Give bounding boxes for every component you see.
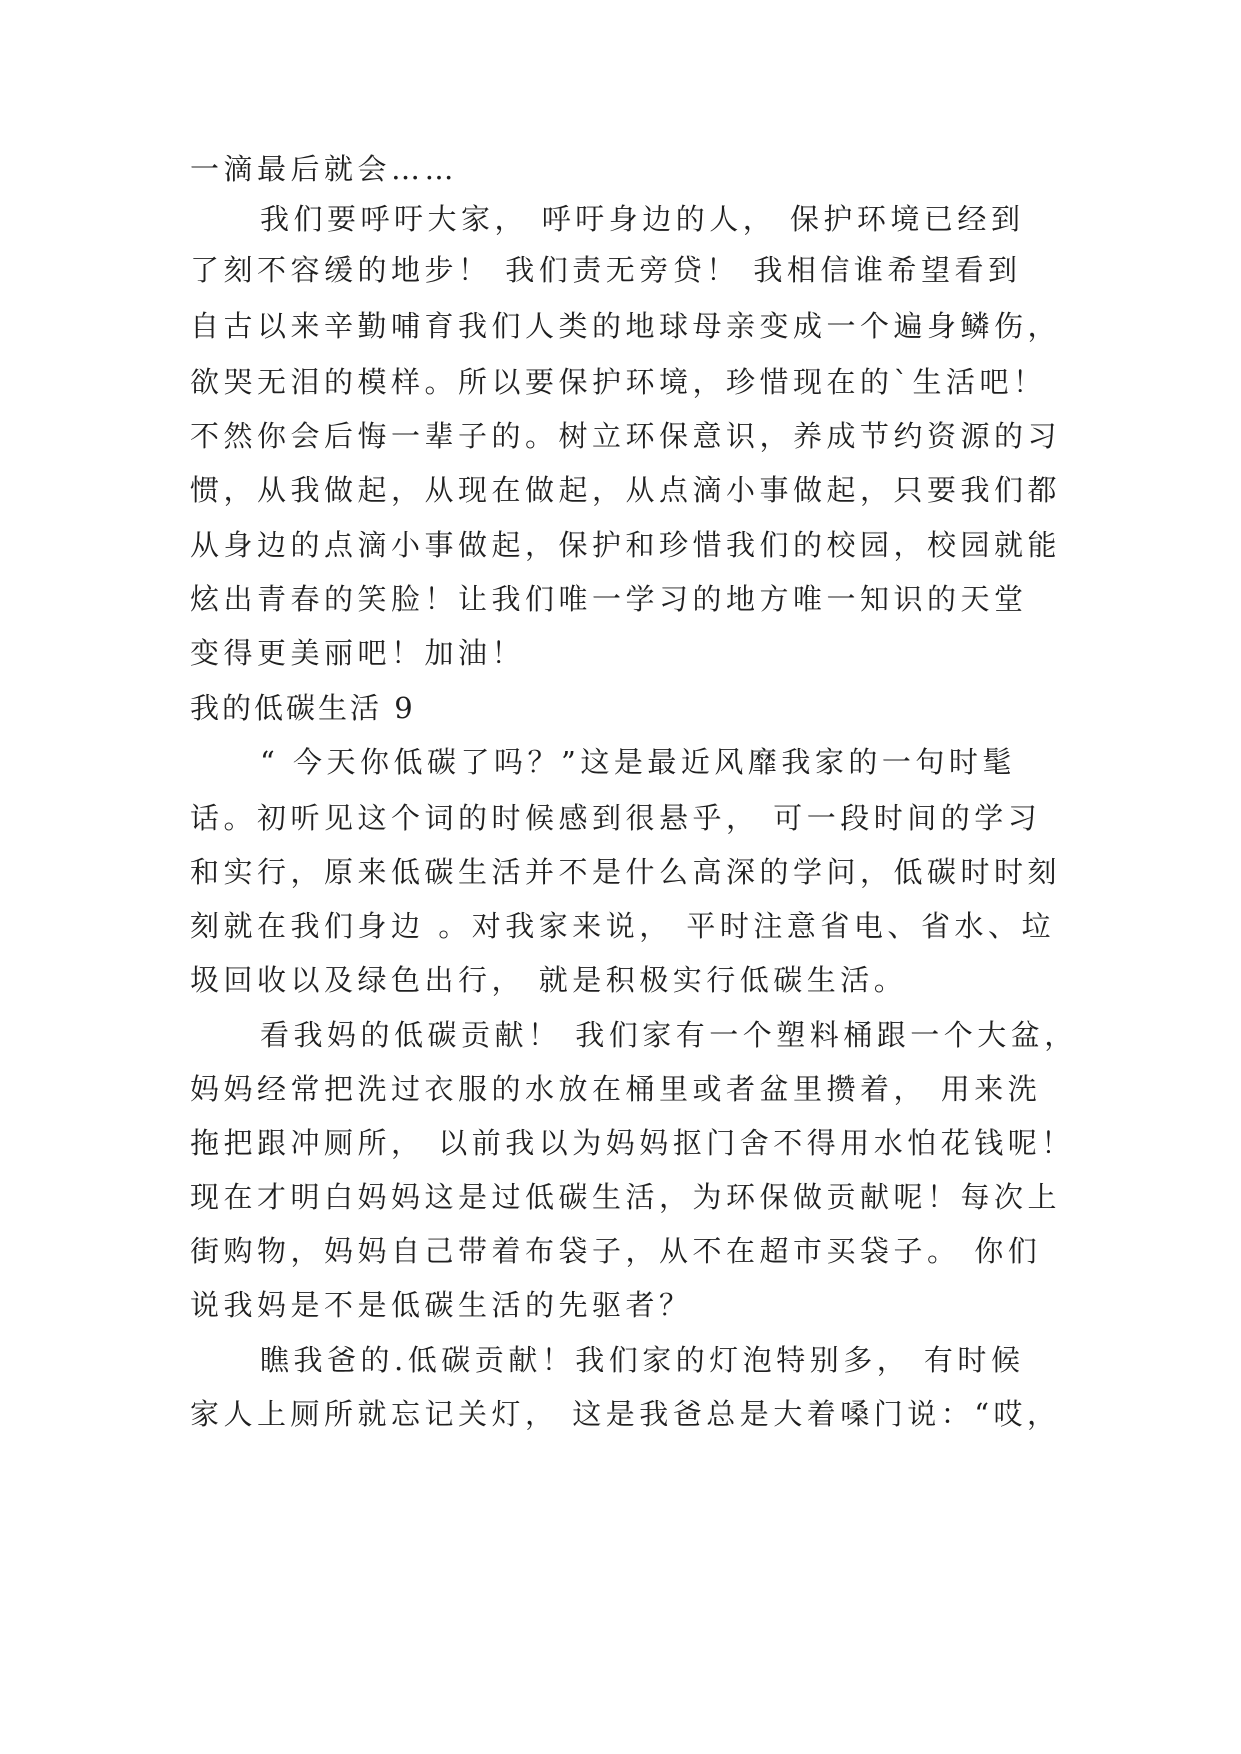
paragraph-first-line: 看我妈的低碳贡献！ 我们家有一个塑料桶跟一个大盆， [260,1018,1078,1052]
text-line: 惯，从我做起，从现在做起，从点滴小事做起，只要我们都 [190,473,1062,507]
text-line: 从身边的点滴小事做起，保护和珍惜我们的校园，校园就能 [190,528,1062,562]
text-line: 说我妈是不是低碳生活的先驱者？ [190,1288,693,1322]
text-line: 自古以来辛勤哺育我们人类的地球母亲变成一个遍身鳞伤， [190,309,1062,343]
paragraph-first-line: 我们要呼吁大家， 呼吁身边的人， 保护环境已经到 [260,202,1025,236]
text-line: 拖把跟冲厕所， 以前我以为妈妈抠门舍不得用水怕花钱呢！ [190,1126,1075,1160]
paragraph-first-line: “ 今天你低碳了吗？”这是最近风靡我家的一句时髦 [260,745,1016,779]
text-line: 刻就在我们身边 。对我家来说， 平时注意省电、省水、垃 [190,909,1055,943]
text-line: 不然你会后悔一辈子的。树立环保意识，养成节约资源的习 [190,419,1062,453]
section-heading: 我的低碳生活 9 [190,691,416,725]
text-line: 妈妈经常把洗过衣服的水放在桶里或者盆里攒着， 用来洗 [190,1072,1042,1106]
text-line: 圾回收以及绿色出行， 就是积极实行低碳生活。 [190,963,908,997]
text-line: 变得更美丽吧！加油！ [190,636,526,670]
text-line: 现在才明白妈妈这是过低碳生活，为环保做贡献呢！每次上 [190,1180,1062,1214]
text-line: 欲哭无泪的模样。所以要保护环境，珍惜现在的`生活吧！ [190,365,1047,399]
text-line: 街购物，妈妈自己带着布袋子，从不在超市买袋子。 你们 [190,1234,1042,1268]
text-line: 一滴最后就会…… [190,152,459,186]
text-line: 炫出青春的笑脸！让我们唯一学习的地方唯一知识的天堂 [190,582,1028,616]
text-line: 家人上厕所就忘记关灯， 这是我爸总是大着嗓门说：“哎， [190,1397,1061,1431]
paragraph-first-line: 瞧我爸的.低碳贡献！我们家的灯泡特别多， 有时候 [260,1343,1025,1377]
text-line: 话。初听见这个词的时候感到很悬乎， 可一段时间的学习 [190,801,1042,835]
text-line: 和实行，原来低碳生活并不是什么高深的学问，低碳时时刻 [190,855,1062,889]
text-line: 了刻不容缓的地步！ 我们责无旁贷！ 我相信谁希望看到 [190,253,1022,287]
